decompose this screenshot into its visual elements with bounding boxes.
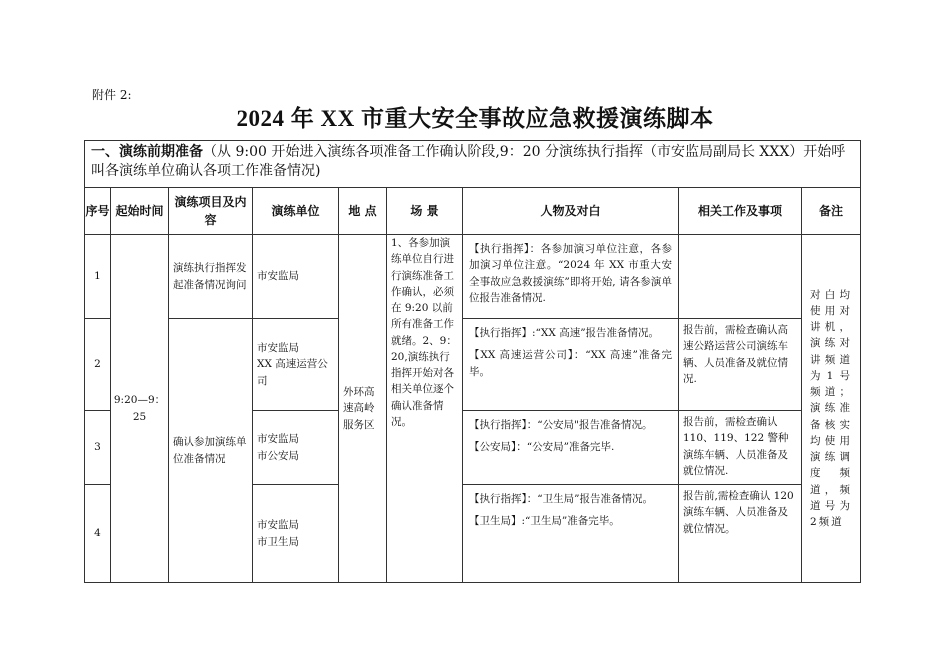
row-unit: 市安监局 XX 高速运营公司 <box>253 319 339 411</box>
document-title: 2024 年 XX 市重大安全事故应急救援演练脚本 <box>236 106 714 131</box>
section-header <box>85 141 861 188</box>
table-row <box>85 235 861 319</box>
col-header-scene: 场 景 <box>387 188 463 235</box>
col-header-time: 起始时间 <box>111 188 169 235</box>
row-no: 1 <box>85 235 111 319</box>
scene-cell: 1、各参加演练单位自行进行演练准备工作确认，必须在 9:20 以前所有准备工作就绪。2、9：20,演练执行指挥开始对各相关单位逐个确认准备情况。 <box>387 235 463 583</box>
row-dialog <box>463 485 679 583</box>
dialog-line: 【公安局】：“公安局”准备完毕. <box>469 441 615 454</box>
dialog-line: 【执行指挥】：各参加演习单位注意，各参加演习单位注意。“2024 年 XX 市重大安全事故应急救援演练”即将开始, 请各参演单位报告准备情况. <box>469 243 672 304</box>
col-header-no: 序号 <box>85 188 111 235</box>
dialog-line: 【卫生局】:“卫生局”准备完毕。 <box>469 515 620 528</box>
table-header-row <box>85 188 861 235</box>
row-work: 报告前，需检查确认高速公路运营公司演练车辆、人员准备及就位情况. <box>679 319 802 411</box>
row-no: 4 <box>85 485 111 583</box>
row-item: 演练执行指挥发起准备情况询问 <box>169 235 253 319</box>
dialog-line: 【执行指挥】：“公安局"报告准备情况。 <box>469 419 653 431</box>
row-dialog <box>463 235 679 319</box>
dialog-line: 【XX 高速运营公司】：“XX 高速”准备完毕。 <box>469 349 672 378</box>
section-text: （从 9:00 开始进入演练各项准备工作确认阶段,9：20 分演练执行指挥（市安监局副局长 XXX）开始呼叫各演练单位确认各项工作准备情况) <box>91 144 846 179</box>
row-unit: 市安监局 市公安局 <box>253 411 339 485</box>
row-no: 3 <box>85 411 111 485</box>
attachment-label: 附件 2: <box>92 88 132 102</box>
row-work: 报告前，需检查确认 110、119、122 警种演练车辆、人员准备及就位情况. <box>679 411 802 485</box>
dialog-line: 【执行指挥】:“XX 高速”报告准备情况。 <box>469 327 660 339</box>
time-cell: 9:20—9：25 <box>111 235 169 583</box>
row-work: 报告前,需检查确认 120 演练车辆、人员准备及就位情况。 <box>679 485 802 583</box>
row-unit: 市安监局 <box>253 235 339 319</box>
col-header-work: 相关工作及事项 <box>679 188 802 235</box>
section-heading: 一、演练前期准备 <box>91 144 203 160</box>
table-row <box>85 319 861 411</box>
row-dialog <box>463 411 679 485</box>
note-cell: 对白均使用对讲机，演练对讲频道为1号频道；演练准备核实均使用演练调度频道，频道号为2频道 <box>802 235 861 583</box>
col-header-dialog: 人物及对白 <box>463 188 679 235</box>
row-unit: 市安监局 市卫生局 <box>253 485 339 583</box>
dialog-line: 【执行指挥】：“卫生局”报告准备情况。 <box>469 493 653 505</box>
row-work <box>679 235 802 319</box>
col-header-note: 备注 <box>802 188 861 235</box>
row-no: 2 <box>85 319 111 411</box>
row-item: 确认参加演练单位准备情况 <box>169 319 253 583</box>
row-dialog <box>463 319 679 411</box>
col-header-item: 演练项目及内容 <box>169 188 253 235</box>
col-header-unit: 演练单位 <box>253 188 339 235</box>
location-cell: 外环高速高岭服务区 <box>339 235 387 583</box>
drill-script-table <box>84 140 861 583</box>
col-header-location: 地 点 <box>339 188 387 235</box>
